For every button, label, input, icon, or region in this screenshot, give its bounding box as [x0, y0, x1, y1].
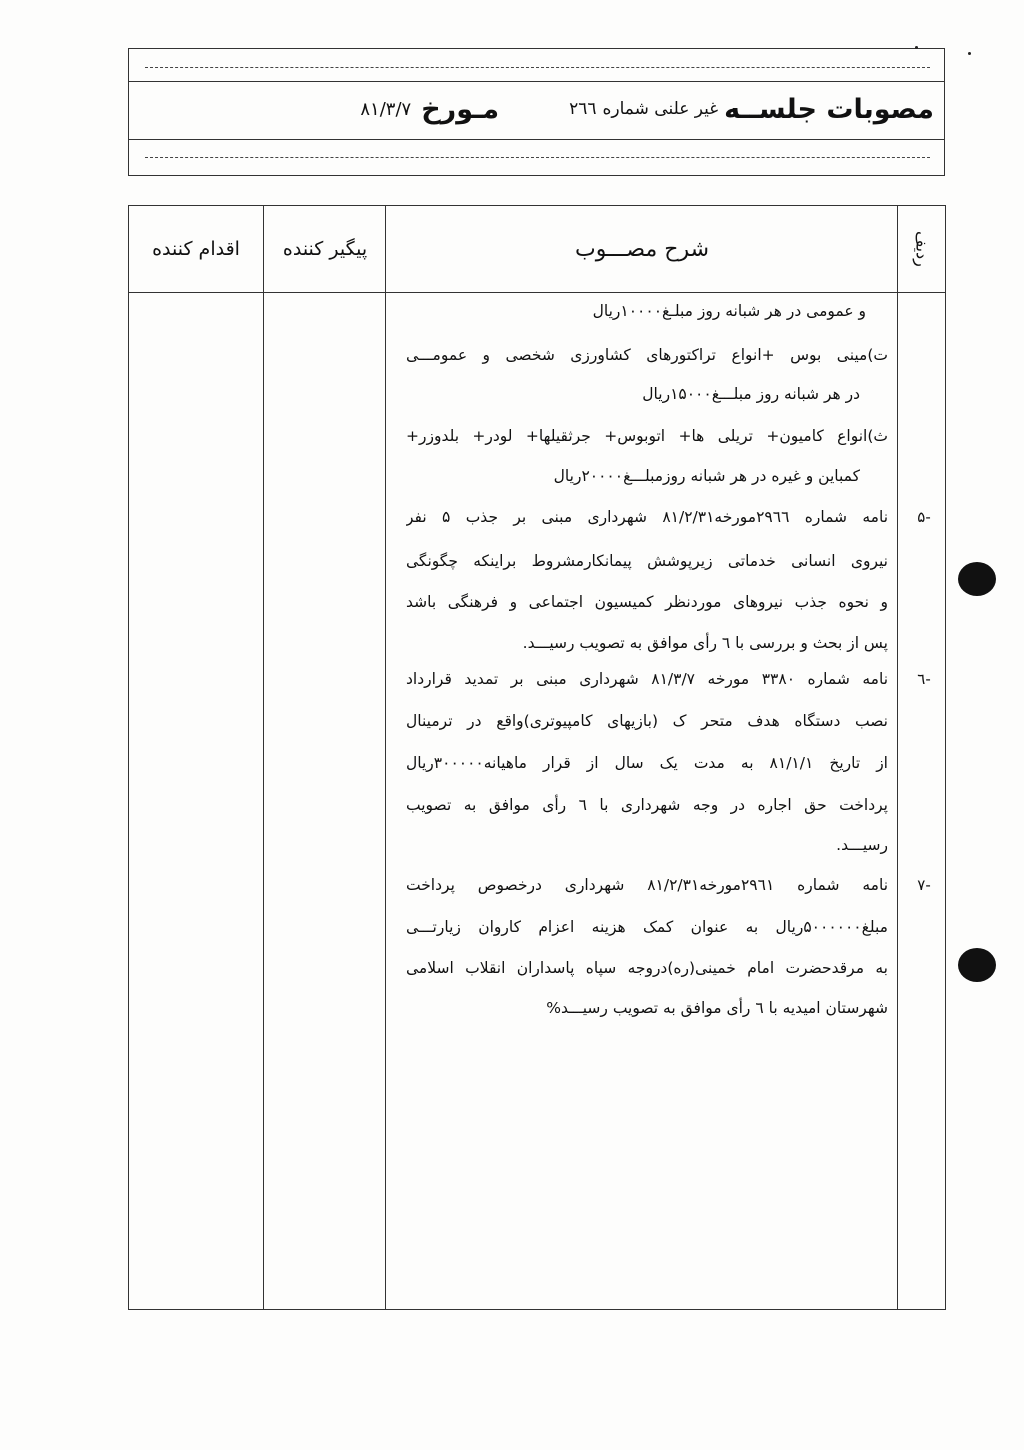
body-line: به مرقدحضرت امام خمینی(ره)دروجه سپاه پاسداران انقلاب اسلامی: [406, 959, 888, 977]
body-line: نصب دستگاه هدف متحر ک (بازیهای کامپیوتری)واقع در ترمینال: [406, 712, 888, 730]
body-line: ت)مینی بوس +انواع تراکتورهای کشاورزی شخصی و عمومـــی: [406, 346, 888, 364]
speck: [968, 52, 971, 55]
table-header-divider: [129, 292, 945, 293]
title-main: مصوبات جلســه: [724, 93, 934, 125]
body-line: کمباین و غیره در هر شبانه روزمبلـــغ۲۰۰۰۰ریال: [553, 467, 860, 485]
punch-hole: [958, 948, 996, 982]
body-line: ث)انواع کامیون+ تریلی ها+ اتوبوس+ جرثقیلها+ لودر+ بلدوزر+: [406, 427, 888, 445]
row-number: -۷: [917, 876, 931, 894]
header-dashed-line-bottom: [145, 157, 930, 158]
session-number: ۲٦٦: [569, 99, 597, 119]
body-line: نیروی انسانی خدماتی زیرپوشش پیمانکارمشروط براینکه چگونگی: [406, 552, 888, 570]
column-header-radif: ردیف: [912, 231, 932, 267]
body-line: رسیـــد.: [836, 836, 888, 854]
date-label: مـورخ: [421, 93, 500, 125]
body-line: نامه شماره ۳۳۸۰ مورخه ۸۱/۳/۷ شهرداری مبنی بر تمدید قرارداد: [406, 670, 888, 688]
title-sub: غیر علنی شماره: [602, 99, 719, 119]
body-line: از تاریخ ۸۱/۱/۱ به مدت یک سال از قرار ماهیانه۳۰۰۰۰۰ریال: [406, 754, 888, 772]
column-header-peygir: پیگیر کننده: [282, 238, 368, 260]
header-dashed-line-top: [145, 67, 930, 68]
punch-hole: [958, 562, 996, 596]
body-line: و نحوه جذب نیروهای موردنظر کمیسیون اجتماعی و فرهنگی باشد: [406, 593, 888, 611]
body-line: شهرستان امیدیه با ٦ رأی موافق به تصویب رسیـــد%: [546, 999, 888, 1017]
header-title: [360, 85, 934, 133]
column-divider-sharh: [897, 206, 898, 1309]
body-line: پرداخت حق اجاره در وجه شهرداری با ٦ رأی موافق به تصویب: [406, 796, 888, 814]
header-divider-top: [129, 81, 944, 82]
body-line: نامه شماره ۲۹٦٦مورخه۸۱/۲/۳۱ شهرداری مبنی بر جذب ۵ نفر: [406, 508, 888, 526]
header-box: [128, 48, 945, 176]
column-divider-eqdam: [263, 206, 264, 1309]
body-line: در هر شبانه روز مبلـــغ۱۵۰۰۰ریال: [642, 385, 860, 403]
column-header-eqdam: اقدام کننده: [152, 238, 240, 260]
speck: [915, 46, 918, 49]
column-header-sharh: شرح مصـــوب: [574, 236, 710, 262]
body-line: نامه شماره ۲۹٦۱مورخه۸۱/۲/۳۱ شهرداری درخصوص پرداخت: [406, 876, 888, 894]
body-line: پس از بحث و بررسی با ٦ رأی موافق به تصویب رسیـــد.: [522, 634, 888, 652]
date-value: ۸۱/۳/۷: [360, 98, 412, 120]
body-line: مبلغ۵۰۰۰۰۰۰ریال به عنوان کمک هزینه اعزام کاروان زیارتـــی: [406, 918, 888, 936]
column-divider-peygir: [385, 206, 386, 1309]
header-divider-bottom: [129, 139, 944, 140]
body-line: و عمومی در هر شبانه روز مبلـغ۱۰۰۰۰ریال: [592, 302, 866, 320]
row-number: -۵: [917, 508, 931, 526]
row-number: -٦: [917, 670, 931, 688]
